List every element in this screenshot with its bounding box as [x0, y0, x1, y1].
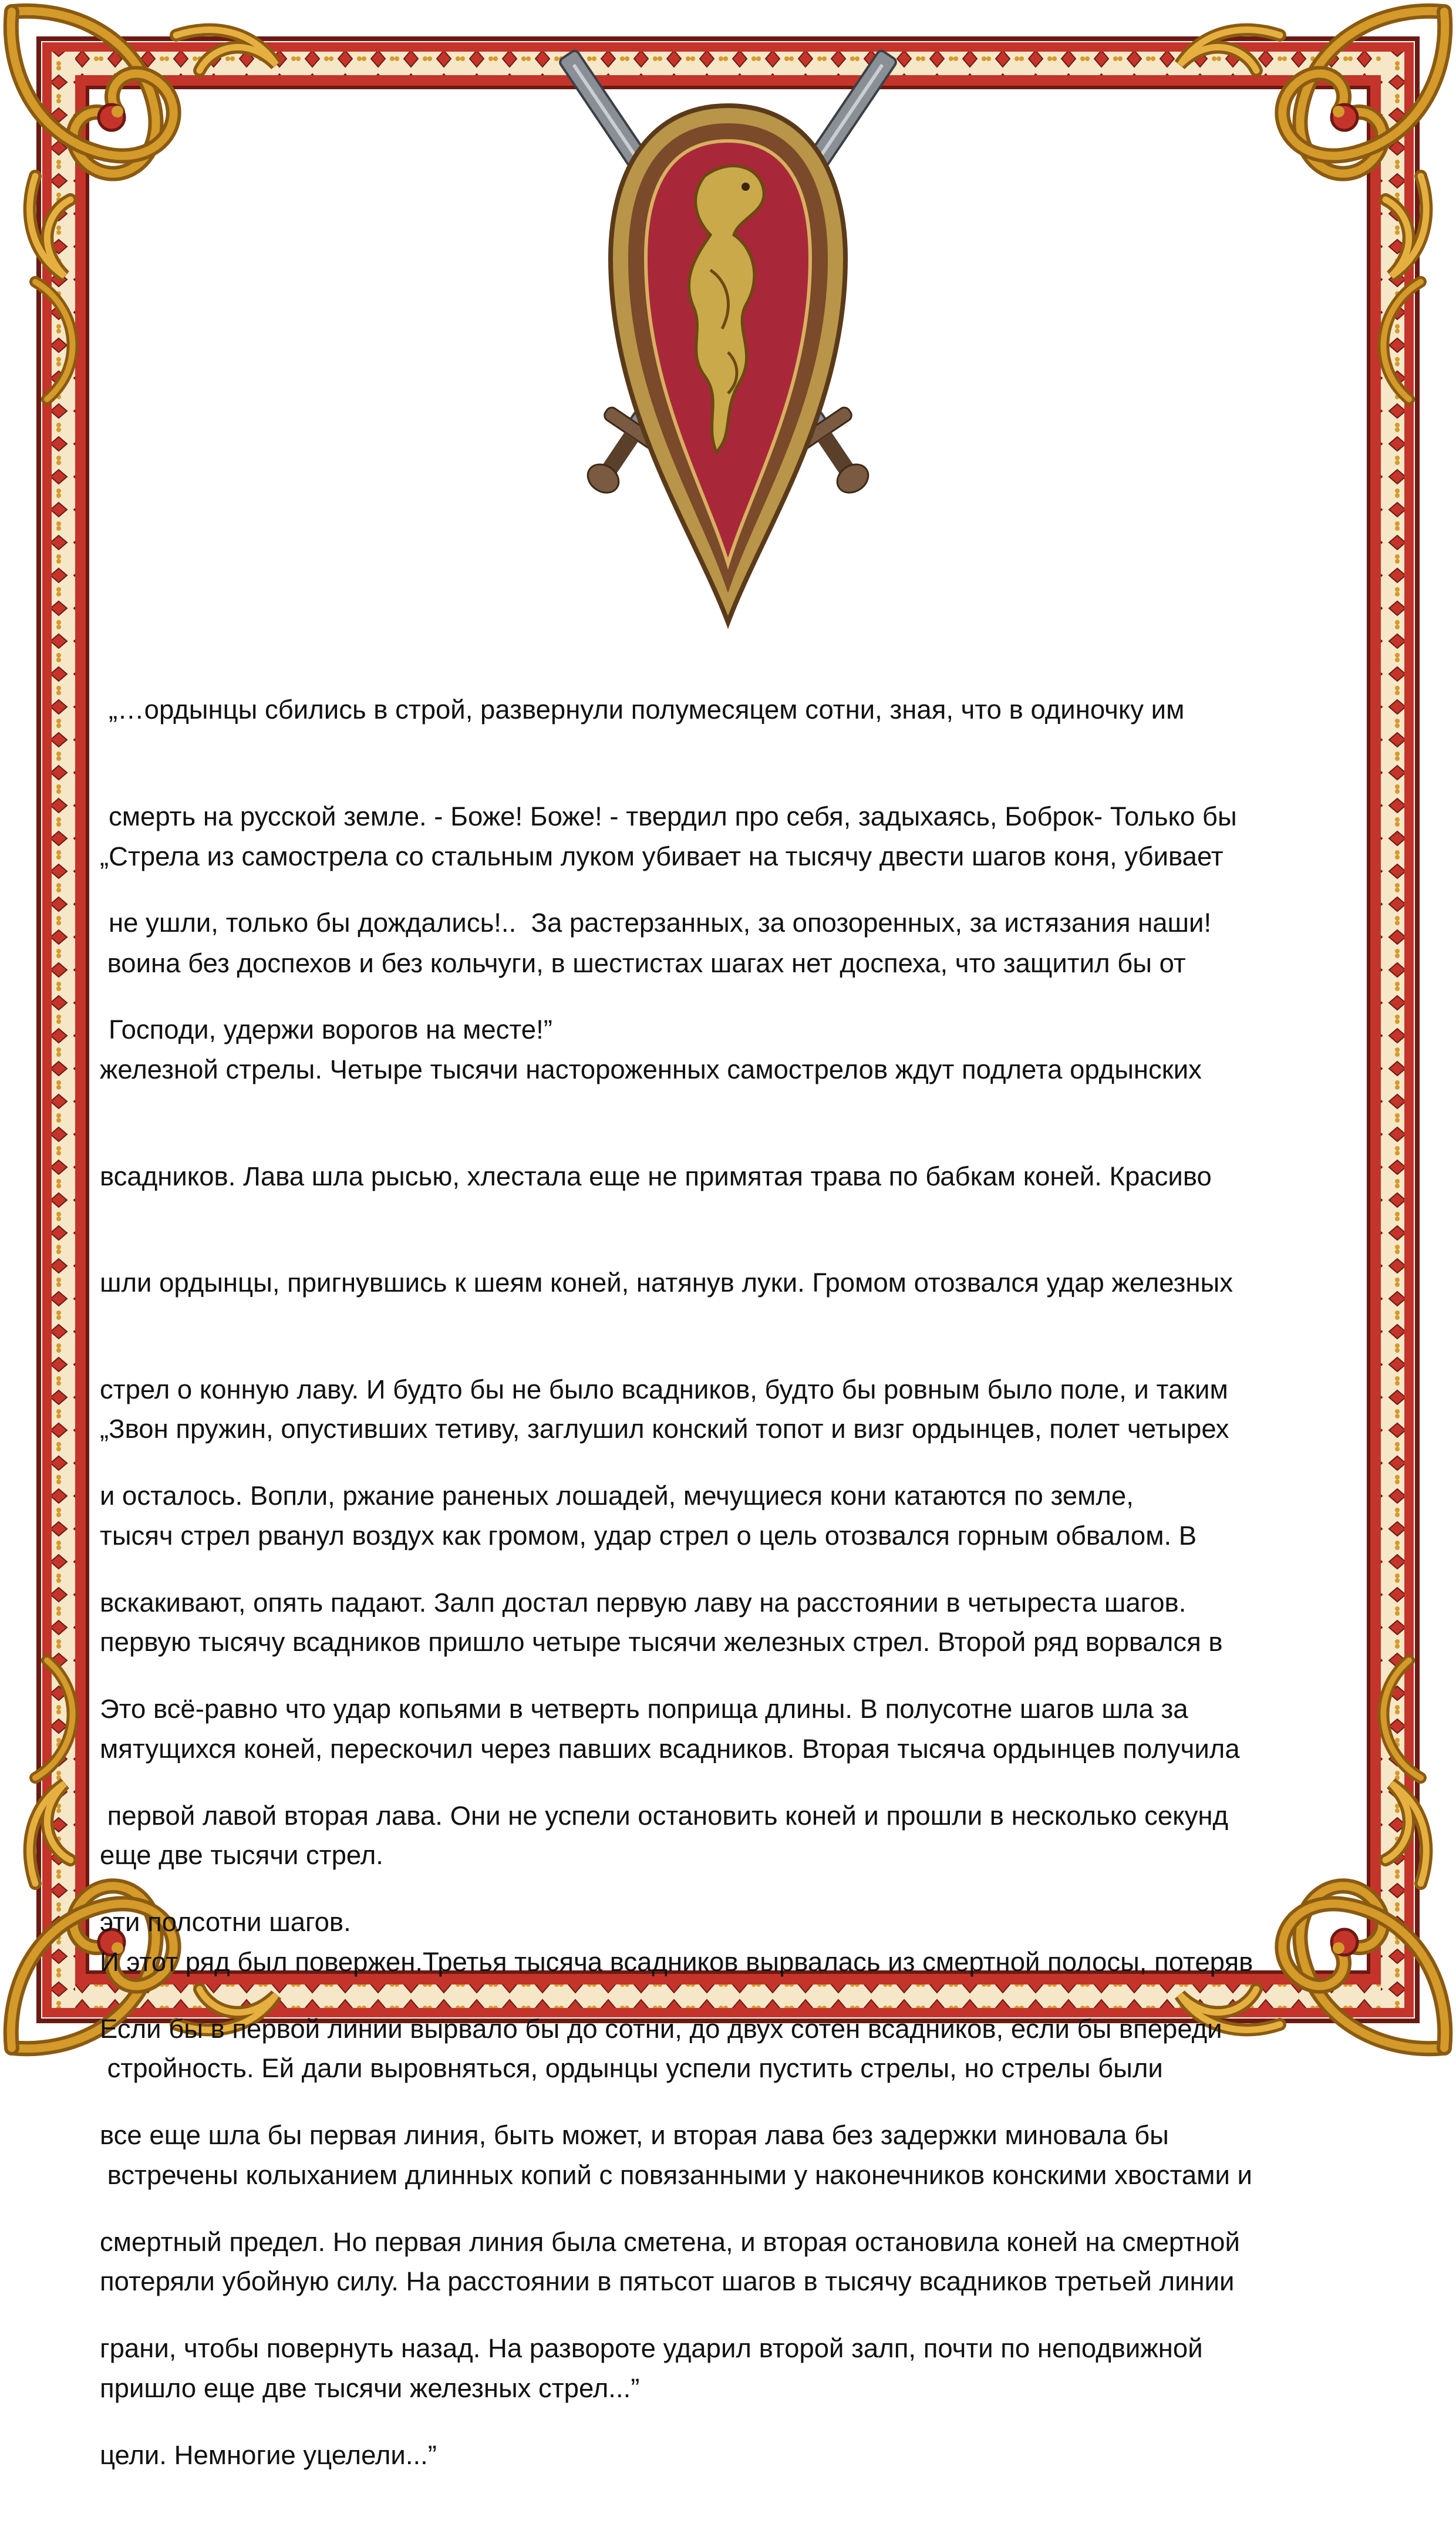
- quote-2-line: Если бы в первой линии вырвало бы до сотни, до двух сотен всадников, если бы впереди: [100, 2013, 1222, 2044]
- quote-2-line: цели. Немногие уцелели...”: [100, 2439, 437, 2470]
- quote-2-line: Это всё-равно что удар копьями в четверть поприща длины. В полусотне шагов шла за: [100, 1694, 1188, 1724]
- quote-3-line: И этот ряд был повержен.Третья тысяча всадников вырвалась из смертной полосы, потеряв: [100, 1946, 1253, 1977]
- quote-3-line: первую тысячу всадников пришло четыре тысячи железных стрел. Второй ряд ворвался в: [100, 1627, 1223, 1657]
- quote-3-line: потеряли убойную силу. На расстоянии в пятьсот шагов в тысячу всадников третьей линии: [100, 2266, 1235, 2296]
- quote-2-line: „Стрела из самострела со стальным луком убивает на тысячу двести шагов коня, убивает: [100, 841, 1224, 871]
- quote-1-line: „…ордынцы сбились в строй, развернули полумесяцем сотни, зная, что в одиночку им: [109, 695, 1185, 725]
- quote-2-line: всадников. Лава шла рысью, хлестала еще не примятая трава по бабкам коней. Красиво: [100, 1161, 1212, 1191]
- quote-2-line: грани, чтобы повернуть назад. На развороте ударил второй залп, почти по неподвижной: [100, 2333, 1203, 2363]
- quote-3-line: пришло еще две тысячи железных стрел...”: [100, 2373, 640, 2403]
- quote-1-line: Господи, удержи ворогов на месте!”: [109, 1014, 552, 1044]
- quote-2-line: железной стрелы. Четыре тысячи настороженных самострелов ждут подлета ордынских: [100, 1054, 1202, 1084]
- quote-1-line: не ушли, только бы дождались!.. За растерзанных, за опозоренных, за истязания наши!: [109, 908, 1212, 938]
- quote-2-line: и осталось. Вопли, ржание раненых лошадей, мечущиеся кони катаются по земле,: [100, 1481, 1134, 1511]
- quote-3-line: еще две тысячи стрел.: [100, 1840, 383, 1870]
- quote-2-line: первой лавой вторая лава. Они не успели остановить коней и прошли в несколько секунд: [100, 1800, 1229, 1831]
- quote-2-line: стрел о конную лаву. И будто бы не было всадников, будто бы ровным было поле, и таким: [100, 1374, 1228, 1404]
- quote-3-line: „Звон пружин, опустивших тетиву, заглушил конский топот и визг ордынцев, полет четырех: [100, 1414, 1229, 1444]
- quote-2-line: смертный предел. Но первая линия была сметена, и вторая остановила коней на смертной: [100, 2226, 1240, 2257]
- shield-with-crossed-swords-icon: [538, 35, 918, 622]
- quote-2-line: воина без доспехов и без кольчуги, в шестистах шагах нет доспеха, что защитил бы от: [100, 948, 1186, 978]
- quote-1-line: смерть на русской земле. - Боже! Боже! - твердил про себя, задыхаясь, Боброк- Только бы: [109, 801, 1237, 831]
- quote-3-line: мятущихся коней, перескочил через павших всадников. Вторая тысяча ордынцев получила: [100, 1733, 1240, 1764]
- quote-3: [100, 1340, 1253, 2477]
- quote-2-line: эти полсотни шагов.: [100, 1907, 351, 1937]
- quote-3-line: стройность. Ей дали выровняться, ордынцы успели пустить стрелы, но стрелы были: [100, 2053, 1163, 2083]
- quote-2-line: все еще шла бы первая линия, быть может, и вторая лава без задержки миновала бы: [100, 2120, 1169, 2150]
- quote-2-line: шли ордынцы, пригнувшись к шеям коней, натянув луки. Громом отозвался удар железных: [100, 1268, 1233, 1298]
- quote-3-line: встречены колыханием длинных копий с повязанными у наконечников конскими хвостами и: [100, 2159, 1252, 2190]
- quote-3-line: тысяч стрел рванул воздух как громом, удар стрел о цель отозвался горным обвалом. В: [100, 1520, 1197, 1551]
- quote-2-line: вскакивают, опять падают. Залп достал первую лаву на расстоянии в четыреста шагов.: [100, 1587, 1187, 1618]
